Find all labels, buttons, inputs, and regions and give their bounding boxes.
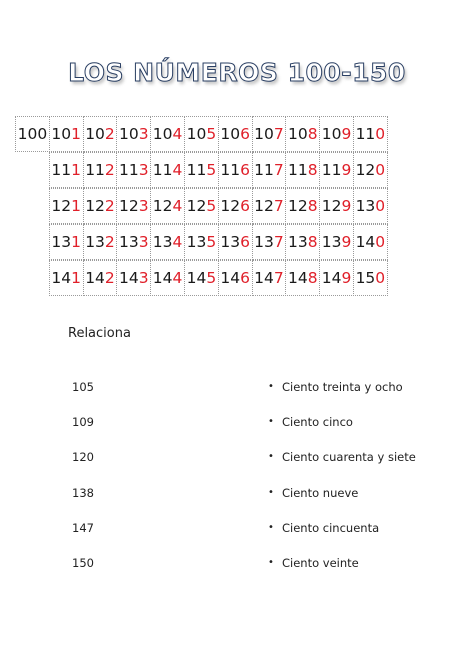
grid-cell: 13 7 <box>252 224 287 260</box>
grid-cell: 14 3 <box>116 260 151 296</box>
bullet-icon: • <box>268 521 274 533</box>
grid-cell: 10 0 <box>15 116 50 152</box>
bullet-icon: • <box>268 556 274 568</box>
grid-cell: 14 2 <box>83 260 118 296</box>
number-item: 138 <box>72 485 94 500</box>
grid-cell: 12 5 <box>184 188 219 224</box>
number-item: 120 <box>72 450 94 465</box>
words-column <box>268 380 416 591</box>
grid-cell: 13 2 <box>83 224 118 260</box>
grid-cell: 14 8 <box>285 260 320 296</box>
grid-row <box>16 225 388 261</box>
grid-cell-empty <box>15 152 50 188</box>
number-item: 109 <box>72 415 94 430</box>
grid-cell: 10 4 <box>150 116 185 152</box>
word-text: Ciento cinco <box>282 415 353 430</box>
grid-cell: 13 1 <box>49 224 84 260</box>
grid-cell: 11 6 <box>218 152 253 188</box>
grid-cell: 10 3 <box>116 116 151 152</box>
grid-cell: 12 9 <box>319 188 354 224</box>
exercise-label: Relaciona <box>68 326 131 341</box>
grid-cell: 13 4 <box>150 224 185 260</box>
grid-cell: 13 8 <box>285 224 320 260</box>
grid-cell: 14 4 <box>150 260 185 296</box>
grid-cell: 10 6 <box>218 116 253 152</box>
grid-cell: 12 3 <box>116 188 151 224</box>
word-item <box>268 556 416 591</box>
word-text: Ciento cuarenta y siete <box>282 450 416 465</box>
grid-row <box>16 153 388 189</box>
bullet-icon: • <box>268 486 274 498</box>
grid-cell: 10 1 <box>49 116 84 152</box>
grid-cell: 14 1 <box>49 260 84 296</box>
grid-cell: 10 9 <box>319 116 354 152</box>
grid-cell: 12 8 <box>285 188 320 224</box>
grid-cell: 11 7 <box>252 152 287 188</box>
grid-cell: 10 2 <box>83 116 118 152</box>
grid-cell: 13 6 <box>218 224 253 260</box>
grid-cell: 13 3 <box>116 224 151 260</box>
grid-row <box>16 189 388 225</box>
word-item <box>268 380 416 415</box>
grid-cell: 14 5 <box>184 260 219 296</box>
grid-cell: 14 0 <box>353 224 388 260</box>
grid-row <box>16 117 388 153</box>
bullet-icon: • <box>268 451 274 463</box>
bullet-icon: • <box>268 416 274 428</box>
grid-cell: 12 1 <box>49 188 84 224</box>
word-text: Ciento treinta y ocho <box>282 380 403 394</box>
word-item <box>268 415 416 450</box>
grid-cell: 14 7 <box>252 260 287 296</box>
grid-cell: 12 6 <box>218 188 253 224</box>
grid-cell: 11 3 <box>116 152 151 188</box>
number-item: 105 <box>72 380 94 394</box>
numbers-column <box>72 380 94 591</box>
grid-cell: 11 2 <box>83 152 118 188</box>
word-item <box>268 450 416 485</box>
page-title: LOS NÚMEROS 100-150 <box>68 58 406 87</box>
word-text: Ciento nueve <box>282 485 359 500</box>
number-item: 147 <box>72 520 94 535</box>
grid-cell: 14 9 <box>319 260 354 296</box>
grid-cell-empty <box>15 224 50 260</box>
grid-cell: 14 6 <box>218 260 253 296</box>
word-text: Ciento veinte <box>282 555 359 570</box>
grid-cell: 10 7 <box>252 116 287 152</box>
grid-cell: 13 5 <box>184 224 219 260</box>
grid-cell: 13 9 <box>319 224 354 260</box>
bullet-icon: • <box>268 381 274 392</box>
grid-cell: 11 4 <box>150 152 185 188</box>
word-item <box>268 486 416 521</box>
grid-cell: 11 0 <box>353 116 388 152</box>
grid-row <box>16 261 388 297</box>
grid-cell: 12 4 <box>150 188 185 224</box>
grid-cell: 10 8 <box>285 116 320 152</box>
grid-cell: 12 7 <box>252 188 287 224</box>
grid-cell: 10 5 <box>184 116 219 152</box>
grid-cell: 15 0 <box>353 260 388 296</box>
number-item: 150 <box>72 555 94 570</box>
grid-cell-empty <box>15 260 50 296</box>
grid-cell: 12 2 <box>83 188 118 224</box>
number-grid <box>16 117 388 297</box>
grid-cell-empty <box>15 188 50 224</box>
word-text: Ciento cincuenta <box>282 520 380 535</box>
grid-cell: 11 5 <box>184 152 219 188</box>
grid-cell: 11 1 <box>49 152 84 188</box>
grid-cell: 11 8 <box>285 152 320 188</box>
word-item <box>268 521 416 556</box>
grid-cell: 11 9 <box>319 152 354 188</box>
grid-cell: 13 0 <box>353 188 388 224</box>
grid-cell: 12 0 <box>353 152 388 188</box>
